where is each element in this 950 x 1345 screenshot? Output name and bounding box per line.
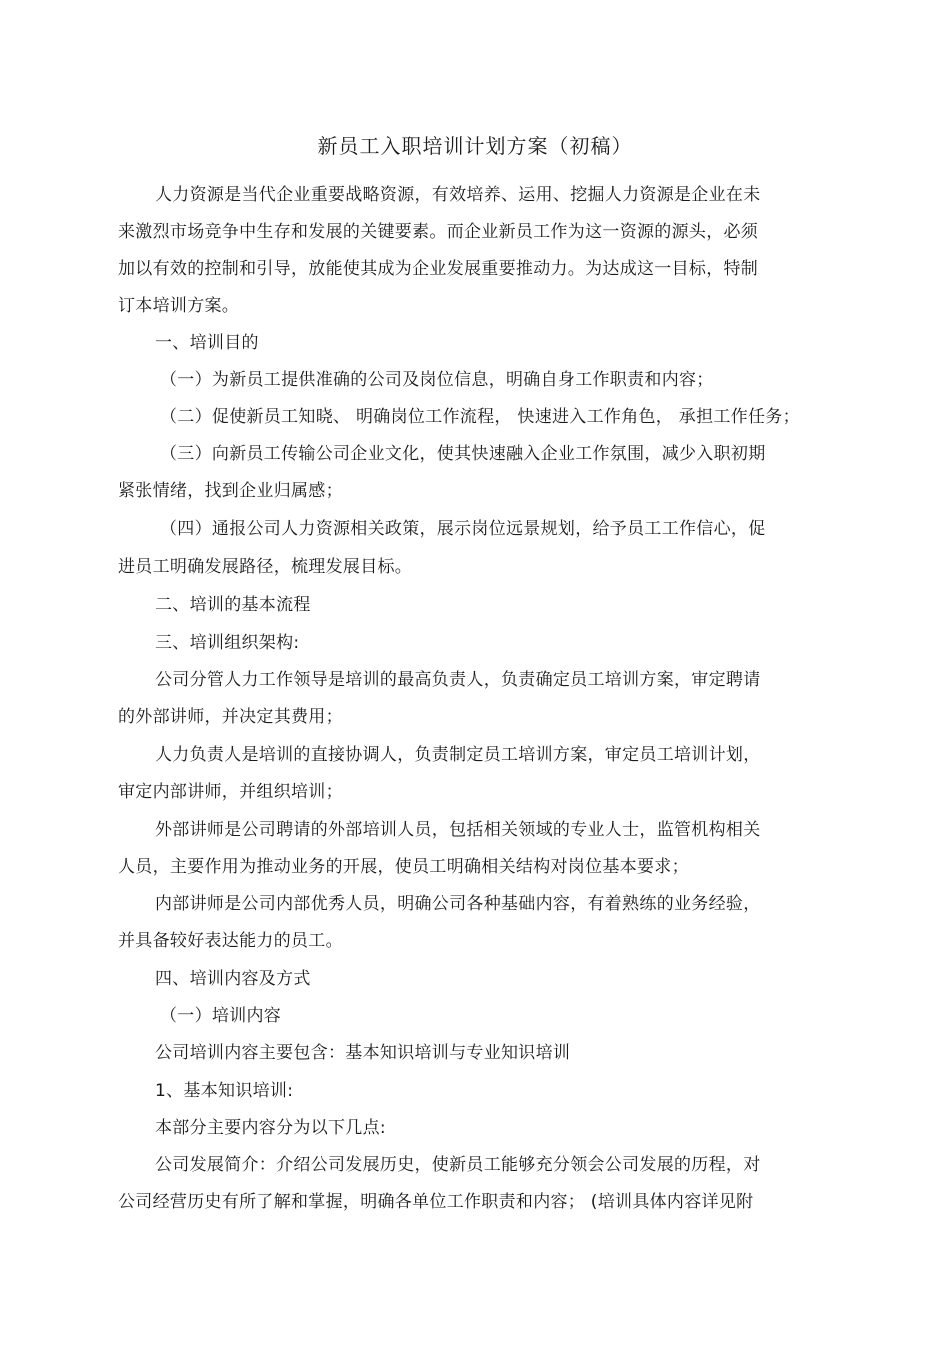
paragraph-line: 外部讲师是公司聘请的外部培训人员，包括相关领域的专业人士，监管机构相关 — [155, 820, 761, 840]
list-item-continuation: 紧张情绪，找到企业归属感； — [118, 481, 343, 501]
list-item-continuation: 进员工明确发展路径，梳理发展目标。 — [118, 557, 413, 577]
paragraph-line: 人力资源是当代企业重要战略资源，有效培养、运用、挖掘人力资源是企业在未 — [155, 185, 761, 205]
paragraph-line: 公司分管人力工作领导是培训的最高负责人，负责确定员工培训方案，审定聘请 — [155, 670, 761, 690]
section-heading: 二、培训的基本流程 — [155, 595, 311, 615]
paragraph-line: 公司培训内容主要包含：基本知识培训与专业知识培训 — [155, 1043, 571, 1063]
paragraph-line: 的外部讲师，并决定其费用； — [118, 707, 343, 727]
subsection-heading: （一）培训内容 — [160, 1006, 282, 1026]
paragraph-line: 人员，主要作用为推动业务的开展，使员工明确相关结构对岗位基本要求； — [118, 857, 689, 877]
paragraph-line: 公司发展简介：介绍公司发展历史，使新员工能够充分领会公司发展的历程，对 — [155, 1155, 761, 1175]
paragraph-line: 公司经营历史有所了解和掌握，明确各单位工作职责和内容； (培训具体内容详见附 — [118, 1192, 754, 1212]
section-heading: 四、培训内容及方式 — [155, 969, 311, 989]
list-item: （四）通报公司人力资源相关政策，展示岗位远景规划，给予员工工作信心，促 — [160, 519, 766, 539]
paragraph-line: 来激烈市场竞争中生存和发展的关键要素。而企业新员工作为这一资源的源头，必须 — [118, 222, 759, 242]
list-item: （一）为新员工提供准确的公司及岗位信息，明确自身工作职责和内容； — [160, 370, 714, 390]
paragraph-line: 加以有效的控制和引导，放能使其成为企业发展重要推动力。为达成这一目标，特制 — [118, 259, 759, 279]
section-heading: 三、培训组织架构: — [155, 633, 300, 653]
paragraph-line: 本部分主要内容分为以下几点: — [155, 1118, 386, 1138]
section-heading: 一、培训目的 — [155, 333, 259, 353]
paragraph-line: 审定内部讲师，并组织培训； — [118, 782, 343, 802]
list-item: （三）向新员工传输公司企业文化，使其快速融入企业工作氛围，减少入职初期 — [160, 444, 766, 464]
paragraph-line: 并具备较好表达能力的员工。 — [118, 931, 343, 951]
paragraph-line: 内部讲师是公司内部优秀人员，明确公司各种基础内容，有着熟练的业务经验， — [155, 894, 761, 914]
subsection-heading: 1、基本知识培训: — [155, 1081, 294, 1101]
list-item: （二）促使新员工知晓、 明确岗位工作流程， 快速进入工作角色， 承担工作任务； — [160, 407, 800, 427]
paragraph-line: 订本培训方案。 — [118, 296, 240, 316]
paragraph-line: 人力负责人是培训的直接协调人，负责制定员工培训方案，审定员工培训计划， — [155, 745, 761, 765]
document-title: 新员工入职培训计划方案（初稿） — [317, 134, 633, 158]
